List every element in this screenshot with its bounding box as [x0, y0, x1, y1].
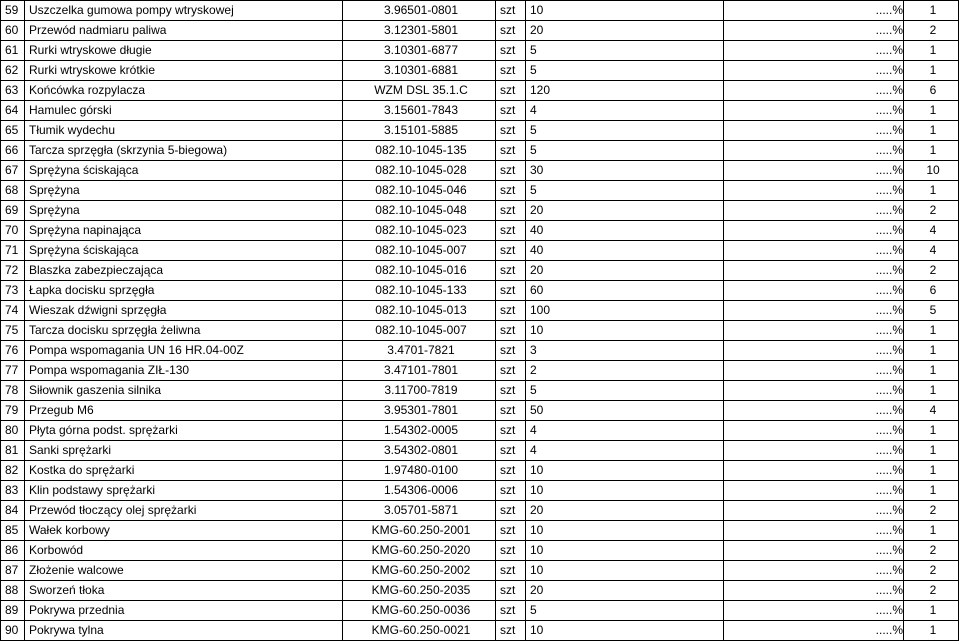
part-code-cell: 082.10-1045-007 — [343, 241, 496, 261]
unit-cell: szt — [496, 61, 526, 81]
part-code-cell: 3.47101-7801 — [343, 361, 496, 381]
quantity-cell: 60 — [526, 281, 724, 301]
percent-placeholder-cell: .....% — [724, 541, 904, 561]
row-number-cell: 60 — [1, 21, 25, 41]
row-number-cell: 82 — [1, 461, 25, 481]
percent-placeholder-cell: .....% — [724, 481, 904, 501]
table-row — [1, 81, 959, 101]
unit-cell: szt — [496, 501, 526, 521]
percent-placeholder-cell: .....% — [724, 341, 904, 361]
part-code-cell: 082.10-1045-016 — [343, 261, 496, 281]
part-code-cell: 3.4701-7821 — [343, 341, 496, 361]
quantity-cell: 100 — [526, 301, 724, 321]
part-code-cell: 3.95301-7801 — [343, 401, 496, 421]
part-code-cell: 082.10-1045-046 — [343, 181, 496, 201]
part-name-cell: Tarcza docisku sprzęgła żeliwna — [25, 321, 343, 341]
row-number-cell: 63 — [1, 81, 25, 101]
percent-placeholder-cell: .....% — [724, 361, 904, 381]
row-number-cell: 72 — [1, 261, 25, 281]
value-cell: 2 — [904, 21, 959, 41]
percent-placeholder-cell: .....% — [724, 621, 904, 641]
part-name-cell: Pompa wspomagania UN 16 HR.04-00Z — [25, 341, 343, 361]
table-row — [1, 381, 959, 401]
value-cell: 1 — [904, 121, 959, 141]
row-number-cell: 59 — [1, 1, 25, 21]
table-row — [1, 221, 959, 241]
unit-cell: szt — [496, 621, 526, 641]
part-code-cell: 082.10-1045-013 — [343, 301, 496, 321]
value-cell: 1 — [904, 1, 959, 21]
percent-placeholder-cell: .....% — [724, 581, 904, 601]
quantity-cell: 20 — [526, 21, 724, 41]
unit-cell: szt — [496, 321, 526, 341]
percent-placeholder-cell: .....% — [724, 301, 904, 321]
table-row — [1, 301, 959, 321]
part-code-cell: 3.12301-5801 — [343, 21, 496, 41]
unit-cell: szt — [496, 401, 526, 421]
table-row — [1, 501, 959, 521]
row-number-cell: 65 — [1, 121, 25, 141]
row-number-cell: 80 — [1, 421, 25, 441]
part-name-cell: Sprężyna napinająca — [25, 221, 343, 241]
part-name-cell: Rurki wtryskowe długie — [25, 41, 343, 61]
quantity-cell: 5 — [526, 61, 724, 81]
quantity-cell: 5 — [526, 121, 724, 141]
quantity-cell: 10 — [526, 481, 724, 501]
value-cell: 1 — [904, 141, 959, 161]
part-code-cell: KMG-60.250-2001 — [343, 521, 496, 541]
value-cell: 4 — [904, 401, 959, 421]
unit-cell: szt — [496, 561, 526, 581]
row-number-cell: 86 — [1, 541, 25, 561]
table-row — [1, 141, 959, 161]
part-code-cell: KMG-60.250-0036 — [343, 601, 496, 621]
unit-cell: szt — [496, 301, 526, 321]
table-row — [1, 61, 959, 81]
unit-cell: szt — [496, 441, 526, 461]
unit-cell: szt — [496, 181, 526, 201]
value-cell: 1 — [904, 61, 959, 81]
part-code-cell: 082.10-1045-028 — [343, 161, 496, 181]
part-code-cell: 1.54306-0006 — [343, 481, 496, 501]
row-number-cell: 90 — [1, 621, 25, 641]
percent-placeholder-cell: .....% — [724, 521, 904, 541]
value-cell: 6 — [904, 81, 959, 101]
row-number-cell: 74 — [1, 301, 25, 321]
value-cell: 2 — [904, 201, 959, 221]
part-name-cell: Przegub M6 — [25, 401, 343, 421]
row-number-cell: 64 — [1, 101, 25, 121]
value-cell: 1 — [904, 101, 959, 121]
table-row — [1, 161, 959, 181]
table-row — [1, 181, 959, 201]
part-name-cell: Złożenie walcowe — [25, 561, 343, 581]
value-cell: 4 — [904, 241, 959, 261]
value-cell: 2 — [904, 561, 959, 581]
percent-placeholder-cell: .....% — [724, 41, 904, 61]
value-cell: 2 — [904, 541, 959, 561]
row-number-cell: 83 — [1, 481, 25, 501]
part-name-cell: Przewód nadmiaru paliwa — [25, 21, 343, 41]
value-cell: 1 — [904, 181, 959, 201]
unit-cell: szt — [496, 541, 526, 561]
table-row — [1, 581, 959, 601]
percent-placeholder-cell: .....% — [724, 181, 904, 201]
quantity-cell: 120 — [526, 81, 724, 101]
value-cell: 1 — [904, 341, 959, 361]
unit-cell: szt — [496, 461, 526, 481]
quantity-cell: 2 — [526, 361, 724, 381]
percent-placeholder-cell: .....% — [724, 261, 904, 281]
table-row — [1, 441, 959, 461]
row-number-cell: 66 — [1, 141, 25, 161]
row-number-cell: 67 — [1, 161, 25, 181]
table-row — [1, 361, 959, 381]
quantity-cell: 4 — [526, 441, 724, 461]
part-name-cell: Kostka do sprężarki — [25, 461, 343, 481]
part-name-cell: Uszczelka gumowa pompy wtryskowej — [25, 1, 343, 21]
quantity-cell: 20 — [526, 261, 724, 281]
unit-cell: szt — [496, 241, 526, 261]
unit-cell: szt — [496, 141, 526, 161]
part-code-cell: 1.97480-0100 — [343, 461, 496, 481]
value-cell: 1 — [904, 521, 959, 541]
part-name-cell: Wałek korbowy — [25, 521, 343, 541]
quantity-cell: 20 — [526, 501, 724, 521]
quantity-cell: 40 — [526, 221, 724, 241]
part-code-cell: 1.54302-0005 — [343, 421, 496, 441]
part-name-cell: Sprężyna ściskająca — [25, 161, 343, 181]
quantity-cell: 5 — [526, 181, 724, 201]
part-code-cell: 3.15601-7843 — [343, 101, 496, 121]
unit-cell: szt — [496, 341, 526, 361]
value-cell: 1 — [904, 621, 959, 641]
table-row — [1, 481, 959, 501]
quantity-cell: 10 — [526, 621, 724, 641]
part-code-cell: WZM DSL 35.1.C — [343, 81, 496, 101]
table-row — [1, 421, 959, 441]
part-name-cell: Pompa wspomagania ZIŁ-130 — [25, 361, 343, 381]
part-name-cell: Blaszka zabezpieczająca — [25, 261, 343, 281]
part-name-cell: Końcówka rozpylacza — [25, 81, 343, 101]
quantity-cell: 10 — [526, 561, 724, 581]
unit-cell: szt — [496, 41, 526, 61]
row-number-cell: 75 — [1, 321, 25, 341]
row-number-cell: 84 — [1, 501, 25, 521]
percent-placeholder-cell: .....% — [724, 381, 904, 401]
part-code-cell: KMG-60.250-2035 — [343, 581, 496, 601]
value-cell: 1 — [904, 361, 959, 381]
percent-placeholder-cell: .....% — [724, 81, 904, 101]
value-cell: 6 — [904, 281, 959, 301]
unit-cell: szt — [496, 81, 526, 101]
unit-cell: szt — [496, 201, 526, 221]
row-number-cell: 78 — [1, 381, 25, 401]
unit-cell: szt — [496, 421, 526, 441]
table-row — [1, 401, 959, 421]
unit-cell: szt — [496, 21, 526, 41]
value-cell: 10 — [904, 161, 959, 181]
table-row — [1, 541, 959, 561]
row-number-cell: 79 — [1, 401, 25, 421]
table-row — [1, 321, 959, 341]
table-row — [1, 21, 959, 41]
percent-placeholder-cell: .....% — [724, 561, 904, 581]
part-code-cell: KMG-60.250-2020 — [343, 541, 496, 561]
quantity-cell: 5 — [526, 601, 724, 621]
row-number-cell: 81 — [1, 441, 25, 461]
unit-cell: szt — [496, 101, 526, 121]
row-number-cell: 77 — [1, 361, 25, 381]
percent-placeholder-cell: .....% — [724, 161, 904, 181]
row-number-cell: 87 — [1, 561, 25, 581]
quantity-cell: 5 — [526, 41, 724, 61]
value-cell: 2 — [904, 261, 959, 281]
quantity-cell: 20 — [526, 581, 724, 601]
percent-placeholder-cell: .....% — [724, 281, 904, 301]
table-row — [1, 281, 959, 301]
row-number-cell: 71 — [1, 241, 25, 261]
table-row — [1, 241, 959, 261]
row-number-cell: 62 — [1, 61, 25, 81]
part-name-cell: Korbowód — [25, 541, 343, 561]
percent-placeholder-cell: .....% — [724, 441, 904, 461]
quantity-cell: 10 — [526, 321, 724, 341]
part-code-cell: 3.15101-5885 — [343, 121, 496, 141]
row-number-cell: 73 — [1, 281, 25, 301]
part-name-cell: Tarcza sprzęgła (skrzynia 5-biegowa) — [25, 141, 343, 161]
part-code-cell: 082.10-1045-007 — [343, 321, 496, 341]
part-code-cell: 3.10301-6877 — [343, 41, 496, 61]
quantity-cell: 5 — [526, 381, 724, 401]
part-name-cell: Sprężyna — [25, 201, 343, 221]
unit-cell: szt — [496, 261, 526, 281]
value-cell: 2 — [904, 581, 959, 601]
percent-placeholder-cell: .....% — [724, 461, 904, 481]
part-code-cell: 3.54302-0801 — [343, 441, 496, 461]
percent-placeholder-cell: .....% — [724, 421, 904, 441]
part-code-cell: KMG-60.250-0021 — [343, 621, 496, 641]
part-name-cell: Przewód tłoczący olej sprężarki — [25, 501, 343, 521]
percent-placeholder-cell: .....% — [724, 121, 904, 141]
unit-cell: szt — [496, 361, 526, 381]
part-name-cell: Łapka docisku sprzęgła — [25, 281, 343, 301]
row-number-cell: 69 — [1, 201, 25, 221]
table-row — [1, 1, 959, 21]
table-row — [1, 121, 959, 141]
table-row — [1, 41, 959, 61]
percent-placeholder-cell: .....% — [724, 321, 904, 341]
table-row — [1, 101, 959, 121]
percent-placeholder-cell: .....% — [724, 1, 904, 21]
quantity-cell: 10 — [526, 521, 724, 541]
percent-placeholder-cell: .....% — [724, 601, 904, 621]
unit-cell: szt — [496, 481, 526, 501]
table-row — [1, 561, 959, 581]
value-cell: 1 — [904, 441, 959, 461]
percent-placeholder-cell: .....% — [724, 21, 904, 41]
row-number-cell: 68 — [1, 181, 25, 201]
percent-placeholder-cell: .....% — [724, 241, 904, 261]
unit-cell: szt — [496, 581, 526, 601]
part-code-cell: 082.10-1045-135 — [343, 141, 496, 161]
quantity-cell: 40 — [526, 241, 724, 261]
part-name-cell: Płyta górna podst. sprężarki — [25, 421, 343, 441]
part-name-cell: Pokrywa tylna — [25, 621, 343, 641]
table-row — [1, 521, 959, 541]
value-cell: 5 — [904, 301, 959, 321]
row-number-cell: 89 — [1, 601, 25, 621]
unit-cell: szt — [496, 521, 526, 541]
table-row — [1, 261, 959, 281]
part-name-cell: Wieszak dźwigni sprzęgła — [25, 301, 343, 321]
value-cell: 2 — [904, 501, 959, 521]
parts-table-body — [1, 1, 959, 641]
part-code-cell: 3.05701-5871 — [343, 501, 496, 521]
table-row — [1, 201, 959, 221]
part-name-cell: Rurki wtryskowe krótkie — [25, 61, 343, 81]
unit-cell: szt — [496, 161, 526, 181]
unit-cell: szt — [496, 601, 526, 621]
part-code-cell: 3.10301-6881 — [343, 61, 496, 81]
row-number-cell: 70 — [1, 221, 25, 241]
quantity-cell: 50 — [526, 401, 724, 421]
percent-placeholder-cell: .....% — [724, 401, 904, 421]
percent-placeholder-cell: .....% — [724, 221, 904, 241]
part-name-cell: Pokrywa przednia — [25, 601, 343, 621]
row-number-cell: 61 — [1, 41, 25, 61]
value-cell: 1 — [904, 421, 959, 441]
table-row — [1, 341, 959, 361]
percent-placeholder-cell: .....% — [724, 141, 904, 161]
quantity-cell: 20 — [526, 201, 724, 221]
unit-cell: szt — [496, 221, 526, 241]
part-code-cell: 082.10-1045-133 — [343, 281, 496, 301]
part-name-cell: Siłownik gaszenia silnika — [25, 381, 343, 401]
percent-placeholder-cell: .....% — [724, 501, 904, 521]
part-name-cell: Hamulec górski — [25, 101, 343, 121]
table-row — [1, 621, 959, 641]
quantity-cell: 10 — [526, 1, 724, 21]
table-row — [1, 461, 959, 481]
value-cell: 1 — [904, 41, 959, 61]
quantity-cell: 30 — [526, 161, 724, 181]
percent-placeholder-cell: .....% — [724, 201, 904, 221]
row-number-cell: 85 — [1, 521, 25, 541]
table-row — [1, 601, 959, 621]
part-code-cell: KMG-60.250-2002 — [343, 561, 496, 581]
row-number-cell: 88 — [1, 581, 25, 601]
value-cell: 1 — [904, 461, 959, 481]
quantity-cell: 10 — [526, 541, 724, 561]
value-cell: 1 — [904, 601, 959, 621]
part-name-cell: Sanki sprężarki — [25, 441, 343, 461]
quantity-cell: 10 — [526, 461, 724, 481]
row-number-cell: 76 — [1, 341, 25, 361]
part-name-cell: Sprężyna ściskająca — [25, 241, 343, 261]
part-code-cell: 3.11700-7819 — [343, 381, 496, 401]
part-code-cell: 3.96501-0801 — [343, 1, 496, 21]
unit-cell: szt — [496, 1, 526, 21]
quantity-cell: 5 — [526, 141, 724, 161]
unit-cell: szt — [496, 121, 526, 141]
part-code-cell: 082.10-1045-023 — [343, 221, 496, 241]
part-name-cell: Sworzeń tłoka — [25, 581, 343, 601]
value-cell: 1 — [904, 321, 959, 341]
value-cell: 1 — [904, 381, 959, 401]
part-name-cell: Tłumik wydechu — [25, 121, 343, 141]
part-name-cell: Klin podstawy sprężarki — [25, 481, 343, 501]
percent-placeholder-cell: .....% — [724, 61, 904, 81]
value-cell: 4 — [904, 221, 959, 241]
quantity-cell: 3 — [526, 341, 724, 361]
value-cell: 1 — [904, 481, 959, 501]
quantity-cell: 4 — [526, 421, 724, 441]
quantity-cell: 4 — [526, 101, 724, 121]
percent-placeholder-cell: .....% — [724, 101, 904, 121]
part-name-cell: Sprężyna — [25, 181, 343, 201]
part-code-cell: 082.10-1045-048 — [343, 201, 496, 221]
unit-cell: szt — [496, 281, 526, 301]
unit-cell: szt — [496, 381, 526, 401]
